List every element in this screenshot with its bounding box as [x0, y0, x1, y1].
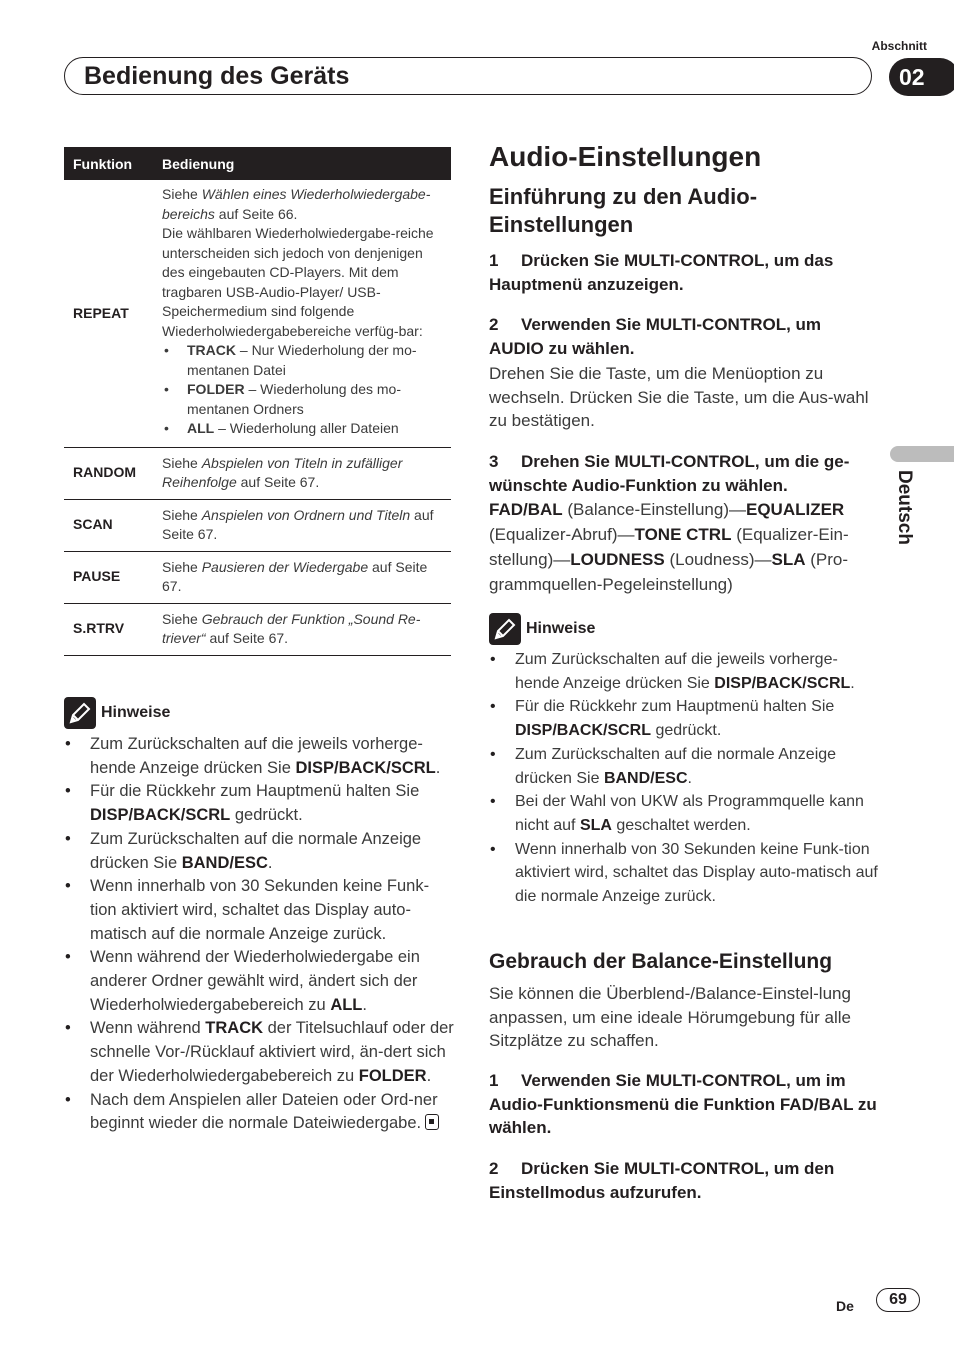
function-description: [154, 551, 451, 603]
note-text: Für die Rückkehr zum Hauptmenü halten Sie: [515, 698, 835, 716]
subsection-heading-intro: Einführung zu den Audio-Einstellungen: [489, 184, 758, 237]
balance-step-1: [489, 1069, 881, 1140]
column-header-function: Funktion: [64, 147, 154, 180]
table-row: [64, 551, 451, 603]
note-text: Wenn während: [90, 1019, 206, 1038]
list-item: [489, 648, 879, 695]
note-text: Zum Zurückschalten auf die jeweils vorherge-hende Anzeige drücken Sie: [90, 735, 423, 777]
see-text: Siehe: [162, 610, 202, 627]
notes-list: [64, 733, 454, 1136]
note-text: Wenn während der Wiederholwiedergabe ein anderer Ordner gewählt wird, ändert sich der Wiederholwiedergabebereich zu: [90, 948, 420, 1014]
note-key: SLA: [579, 816, 612, 834]
page-reference: auf Seite 67.: [162, 558, 428, 594]
note-text: Für die Rückkehr zum Hauptmenü halten Sie: [90, 782, 420, 801]
note-text: .: [687, 769, 692, 787]
function-name: S.RTRV: [64, 603, 154, 655]
note-key: TRACK: [205, 1019, 264, 1038]
step-text: Drehen Sie MULTI-CONTROL, um die ge-wünschte Audio-Funktion zu wählen.: [489, 452, 850, 495]
cross-reference: Wählen eines Wiederholwiedergabe-bereichs: [162, 186, 431, 222]
note-text: .: [435, 758, 441, 777]
table-row: [64, 603, 451, 655]
section-number-badge: 02: [889, 58, 954, 96]
note-text: Zum Zurückschalten auf die normale Anzeige drücken Sie: [515, 745, 837, 787]
note-text: Zum Zurückschalten auf die jeweils vorherge-hende Anzeige drücken Sie: [515, 651, 838, 692]
notes-heading-text: Hinweise: [101, 704, 171, 722]
function-description: [154, 603, 451, 655]
note-key: BAND/ESC: [603, 769, 688, 787]
function-description: [154, 447, 451, 499]
see-text: Siehe: [162, 558, 202, 575]
option-text: – Wiederholung des mo-mentanen Ordners: [187, 381, 401, 417]
function-key: FAD/BAL: [489, 500, 563, 519]
option-key: FOLDER: [187, 381, 245, 397]
cross-reference: Gebrauch der Funktion „Sound Re-triever“: [162, 610, 421, 646]
function-text: (Equalizer-Abruf)—: [489, 525, 635, 544]
notes-heading: [64, 697, 454, 729]
notes-heading: [489, 613, 879, 645]
list-item: [162, 380, 445, 419]
subsection-heading-balance: Gebrauch der Balance-Einstellung: [489, 950, 833, 973]
right-notes: [489, 613, 879, 909]
note-text: Nach dem Anspielen aller Dateien oder Ord-ner beginnt wieder die normale Dateiwiedergabe.: [90, 1090, 438, 1133]
note-text: .: [850, 674, 855, 692]
list-item: [489, 838, 879, 909]
cross-reference: Pausieren der Wiedergabe: [201, 558, 369, 575]
note-text: der Titelsuchlauf oder der schnelle Vor-/Rücklauf aktiviert wird, än-dert sich der Wiederholwiedergabebereich zu: [90, 1019, 454, 1085]
list-item: [64, 946, 454, 1017]
step-text: Verwenden Sie MULTI-CONTROL, um im Audio-Funktionsmenü die Funktion FAD/BAL zu wählen.: [489, 1071, 877, 1137]
list-item: [162, 341, 445, 380]
function-name: RANDOM: [64, 447, 154, 499]
list-item: [489, 695, 879, 742]
step-3-body: [489, 497, 881, 597]
option-key: TRACK: [187, 342, 236, 358]
cross-reference: Anspielen von Ordnern und Titeln: [201, 506, 411, 523]
table-row: [64, 180, 451, 447]
language-code: De: [836, 1298, 854, 1314]
cross-reference: Abspielen von Titeln in zufälliger Reihenfolge: [162, 454, 403, 490]
note-text: .: [362, 995, 367, 1014]
column-header-operation: Bedienung: [154, 147, 451, 180]
table-row: [64, 447, 451, 499]
function-key: EQUALIZER: [745, 500, 845, 519]
repeat-range-list: [162, 341, 445, 439]
function-description: [154, 180, 451, 447]
function-key: LOUDNESS: [570, 550, 665, 569]
see-text: Siehe: [162, 506, 202, 523]
option-key: ALL: [187, 420, 215, 436]
pencil-note-icon: [64, 697, 96, 729]
note-key: DISP/BACK/SCRL: [714, 674, 851, 692]
end-of-section-icon: [425, 1114, 439, 1130]
list-item: [64, 780, 454, 827]
function-text: (Equalizer-Ein-stellung)—: [489, 525, 849, 569]
page-title: Bedienung des Geräts: [84, 62, 350, 90]
option-text: – Wiederholung aller Dateien: [214, 420, 399, 436]
table-row: [64, 499, 451, 551]
function-description: [154, 499, 451, 551]
list-item: [64, 875, 454, 946]
list-item: [64, 733, 454, 780]
step-2-body: Drehen Sie die Taste, um die Menüoption zu wechseln. Drücken Sie die Taste, um die Aus-wahl zu bestätigen.: [489, 364, 869, 431]
language-tab: [890, 446, 954, 462]
note-text: .: [267, 853, 273, 872]
balance-body: Sie können die Überblend-/Balance-Einstel-lung anpassen, um eine ideale Hörumgebung für alle Sitzplätze zu schaffen.: [489, 984, 851, 1051]
note-key: DISP/BACK/SCRL: [295, 758, 436, 777]
list-item: [489, 790, 879, 837]
note-key: ALL: [330, 995, 363, 1014]
page-reference: auf Seite 67.: [162, 506, 434, 542]
page-reference: auf Seite 67.: [236, 474, 320, 490]
section-heading: Audio-Einstellungen: [489, 141, 762, 172]
step-number: 2: [489, 315, 499, 334]
step-text: Verwenden Sie MULTI-CONTROL, um AUDIO zu wählen.: [489, 315, 822, 358]
page-reference: auf Seite 67.: [205, 630, 289, 646]
function-text: (Loudness)—: [664, 550, 772, 569]
note-key: BAND/ESC: [181, 853, 268, 872]
notes-list: [489, 648, 879, 909]
list-item: [489, 743, 879, 790]
step-number: 1: [489, 1071, 499, 1090]
repeat-explanation: Die wählbaren Wiederholwiedergabe-reiche unterscheiden sich jedoch von denjenigen des eingebauten CD-Players. Mit dem tragbaren USB-Audio-Player/ USB-Speichermedium sind folgende Wiederholwiedergabebereiche verfüg-bar:: [162, 225, 434, 339]
language-tab-label: Deutsch: [894, 470, 915, 545]
pencil-note-icon: [489, 613, 521, 645]
option-text: – Nur Wiederholung der mo-mentanen Datei: [187, 342, 417, 378]
note-text: gedrückt.: [651, 722, 722, 740]
step-number: 1: [489, 251, 499, 270]
step-text: Drücken Sie MULTI-CONTROL, um den Einstellmodus aufzurufen.: [489, 1159, 835, 1202]
function-key: TONE CTRL: [634, 525, 732, 544]
function-text: (Balance-Einstellung)—: [562, 500, 746, 519]
note-text: .: [426, 1066, 432, 1085]
note-key: DISP/BACK/SCRL: [515, 722, 652, 740]
note-text: Bei der Wahl von UKW als Programmquelle kann nicht auf: [515, 793, 864, 834]
page-reference: auf Seite 66.: [214, 205, 298, 222]
step-number: 2: [489, 1159, 499, 1178]
list-item: [162, 419, 445, 439]
note-key: DISP/BACK/SCRL: [90, 806, 231, 825]
step-3: [489, 450, 881, 497]
step-1: [489, 249, 879, 296]
step-text: Drücken Sie MULTI-CONTROL, um das Hauptmenü anzuzeigen.: [489, 251, 834, 294]
see-text: Siehe: [162, 186, 202, 202]
function-key: SLA: [771, 550, 806, 569]
notes-heading-text: Hinweise: [526, 620, 596, 638]
note-text: gedrückt.: [230, 806, 303, 825]
note-text: geschaltet werden.: [611, 816, 751, 834]
note-text: Zum Zurückschalten auf die normale Anzeige drücken Sie: [90, 829, 422, 872]
function-text: (Pro-grammquellen-Pegeleinstellung): [489, 550, 849, 594]
see-text: Siehe: [162, 454, 202, 471]
function-name: SCAN: [64, 499, 154, 551]
step-2: [489, 313, 879, 360]
note-text: Wenn innerhalb von 30 Sekunden keine Funk-tion aktiviert wird, schaltet das Display auto-matisch auf die normale Anzeige zurück.: [90, 877, 430, 943]
list-item: [64, 1089, 454, 1136]
balance-step-2: [489, 1157, 881, 1204]
function-table: [64, 147, 451, 656]
list-item: [64, 828, 454, 875]
list-item: [64, 1017, 454, 1088]
function-name: REPEAT: [64, 180, 154, 447]
left-notes: [64, 697, 454, 1136]
step-number: 3: [489, 452, 499, 471]
note-key: FOLDER: [358, 1066, 427, 1085]
section-label: Abschnitt: [871, 39, 927, 53]
page-number: 69: [876, 1288, 920, 1312]
note-text: Wenn innerhalb von 30 Sekunden keine Funk-tion aktiviert wird, schaltet das Display auto-matisch auf die normale Anzeige zurück.: [515, 840, 878, 906]
function-name: PAUSE: [64, 551, 154, 603]
